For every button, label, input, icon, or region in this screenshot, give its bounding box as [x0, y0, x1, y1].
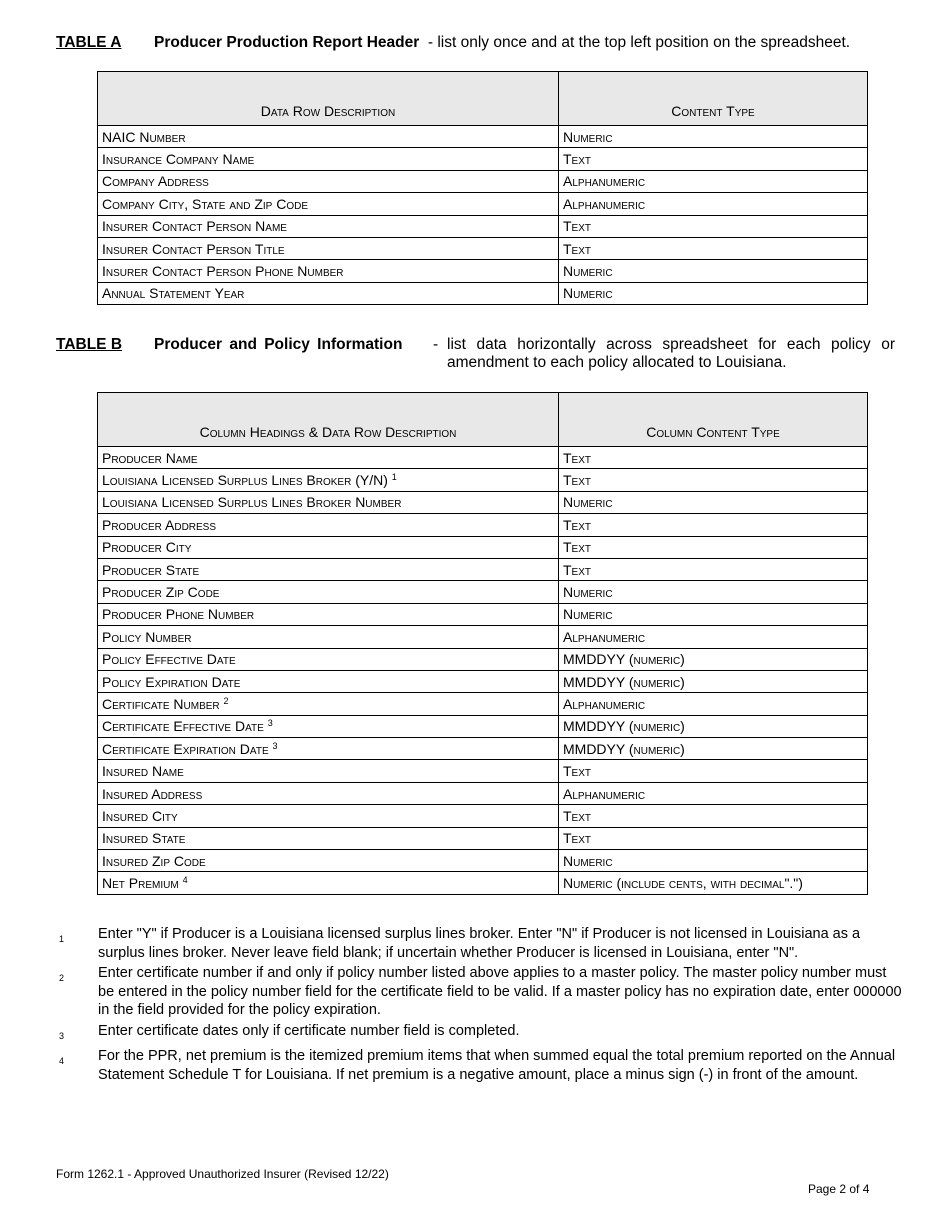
footnote-reference: 3 [267, 718, 273, 729]
table-row [98, 670, 868, 692]
content-type: Text [559, 805, 868, 827]
content-type: Alphanumeric [559, 170, 868, 192]
row-description [98, 558, 559, 580]
row-description-text: Certificate Number [102, 695, 220, 712]
row-description-text: Producer Name [102, 449, 198, 466]
table-b-tag: TABLE B [56, 336, 123, 353]
row-description: Annual Statement Year [98, 282, 559, 304]
row-description-text: Policy Number [102, 628, 192, 645]
content-type: Numeric (include cents, with decimal".") [559, 872, 868, 894]
table-row [98, 715, 868, 737]
row-description [98, 670, 559, 692]
row-description-text: Producer City [102, 539, 192, 556]
table-row [98, 193, 868, 215]
table-row [98, 760, 868, 782]
row-description-text: Insured Zip Code [102, 852, 206, 869]
footnotes [56, 925, 906, 1086]
table-row [98, 872, 868, 894]
row-description [98, 693, 559, 715]
footnote [56, 1022, 906, 1046]
table-row [98, 447, 868, 469]
footnote-text: For the PPR, net premium is the itemized premium items that when summed equal the total premium reported on the Annual Statement Schedule T for Louisiana. If net premium is a negative amount, place a minus sign (-) in front of the amount. [98, 1048, 896, 1083]
table-row [98, 626, 868, 648]
footnote-reference: 1 [391, 472, 397, 483]
footnote [56, 1047, 906, 1084]
content-type: Text [559, 827, 868, 849]
footnote-text: Enter certificate number if and only if policy number listed above applies to a master policy. The master policy number must be entered in the policy number field for the certificate field to be valid. If a master policy has no expiration date, enter 000000 in the field provided for the policy expiration. [98, 965, 902, 1018]
footnote-reference: 4 [182, 875, 188, 886]
row-description-text: Producer State [102, 561, 200, 578]
row-description [98, 603, 559, 625]
content-type: Numeric [559, 491, 868, 513]
content-type: Numeric [559, 282, 868, 304]
table-row [98, 215, 868, 237]
footnote-text: Enter "Y" if Producer is a Louisiana licensed surplus lines broker. Enter "N" if Producer is not licensed in Louisiana as a surplus lines broker. Never leave field blank; if uncertain whether Producer is licensed in Louisiana, enter "N". [98, 926, 861, 961]
table-row [98, 469, 868, 491]
content-type: Text [559, 215, 868, 237]
row-description [98, 447, 559, 469]
row-description [98, 648, 559, 670]
page-number: Page 2 of 4 [808, 1182, 870, 1196]
table-row [98, 782, 868, 804]
row-description-text: Certificate Expiration Date [102, 740, 269, 757]
row-description-text: Policy Expiration Date [102, 673, 241, 690]
row-description: Company City, State and Zip Code [98, 193, 559, 215]
row-description: Insurer Contact Person Phone Number [98, 260, 559, 282]
content-type: Text [559, 447, 868, 469]
table-a-title: Producer Production Report Header [154, 34, 420, 51]
row-description-text: Insured Name [102, 763, 184, 780]
table-row [98, 126, 868, 148]
content-type: Text [559, 237, 868, 259]
row-description-text: Louisiana Licensed Surplus Lines Broker Number [102, 494, 402, 511]
table-a-tag: TABLE A [56, 34, 122, 51]
table-row [98, 581, 868, 603]
content-type: Alphanumeric [559, 193, 868, 215]
footnote-text: Enter certificate dates only if certificate number field is completed. [98, 1022, 520, 1039]
row-description [98, 514, 559, 536]
table-a [97, 71, 868, 305]
column-header: Data Row Description [98, 72, 559, 126]
table-a-body [98, 126, 868, 305]
table-a-description: - list only once and at the top left position on the spreadsheet. [427, 34, 851, 51]
row-description: NAIC Number [98, 126, 559, 148]
footnote-number: 4 [59, 1056, 65, 1066]
table-b-header-row [98, 393, 868, 447]
table-row [98, 693, 868, 715]
table-a-header-row [98, 72, 868, 126]
row-description-text: Producer Address [102, 516, 217, 533]
table-row [98, 603, 868, 625]
table-b-body [98, 447, 868, 895]
row-description [98, 626, 559, 648]
column-header: Content Type [559, 72, 868, 126]
row-description: Company Address [98, 170, 559, 192]
content-type: Text [559, 558, 868, 580]
footnote-number: 3 [59, 1030, 65, 1041]
table-row [98, 260, 868, 282]
table-row [98, 827, 868, 849]
row-description-text: Certificate Effective Date [102, 718, 264, 735]
content-type: Numeric [559, 603, 868, 625]
content-type: Text [559, 148, 868, 170]
content-type: Alphanumeric [559, 626, 868, 648]
table-row [98, 648, 868, 670]
row-description [98, 872, 559, 894]
row-description [98, 760, 559, 782]
table-b [97, 392, 868, 895]
row-description [98, 469, 559, 491]
table-row [98, 738, 868, 760]
row-description-text: Producer Zip Code [102, 584, 220, 601]
row-description [98, 850, 559, 872]
row-description-text: Insured Address [102, 785, 203, 802]
content-type: Text [559, 469, 868, 491]
content-type: Text [559, 514, 868, 536]
table-b-description: list data horizontally across spreadsheet for each policy or amendment to each policy allocated to Louisiana. [447, 336, 895, 371]
row-description [98, 805, 559, 827]
footnote-number: 2 [59, 973, 65, 983]
content-type: MMDDYY (numeric) [559, 715, 868, 737]
row-description-text: Policy Effective Date [102, 651, 236, 668]
row-description-text: Insured State [102, 830, 186, 847]
footnote-reference: 3 [272, 740, 278, 751]
footnote [56, 964, 906, 1020]
table-row [98, 558, 868, 580]
row-description: Insurer Contact Person Title [98, 237, 559, 259]
row-description [98, 581, 559, 603]
table-row [98, 850, 868, 872]
table-row [98, 536, 868, 558]
content-type: Numeric [559, 850, 868, 872]
content-type: MMDDYY (numeric) [559, 670, 868, 692]
row-description-text: Louisiana Licensed Surplus Lines Broker (Y/N) [102, 472, 388, 489]
row-description: Insurer Contact Person Name [98, 215, 559, 237]
row-description [98, 536, 559, 558]
content-type: Alphanumeric [559, 693, 868, 715]
row-description [98, 827, 559, 849]
table-row [98, 514, 868, 536]
content-type: MMDDYY (numeric) [559, 648, 868, 670]
table-row [98, 282, 868, 304]
row-description [98, 782, 559, 804]
content-type: Text [559, 536, 868, 558]
table-b-dash: - [433, 336, 439, 353]
content-type: Numeric [559, 126, 868, 148]
table-row [98, 170, 868, 192]
row-description: Insurance Company Name [98, 148, 559, 170]
column-header: Column Content Type [559, 393, 868, 447]
content-type: MMDDYY (numeric) [559, 738, 868, 760]
footnote-reference: 2 [223, 695, 229, 706]
column-header: Column Headings & Data Row Description [98, 393, 559, 447]
row-description [98, 715, 559, 737]
row-description-text: Net Premium [102, 875, 179, 892]
table-a-heading [56, 33, 906, 52]
table-row [98, 237, 868, 259]
content-type: Numeric [559, 260, 868, 282]
footnote [56, 925, 906, 962]
row-description-text: Insured City [102, 807, 178, 824]
form-identifier: Form 1262.1 - Approved Unauthorized Insurer (Revised 12/22) [56, 1167, 389, 1181]
row-description-text: Producer Phone Number [102, 606, 255, 623]
table-row [98, 148, 868, 170]
table-row [98, 491, 868, 513]
table-row [98, 805, 868, 827]
footnote-number: 1 [59, 934, 65, 944]
table-b-title: Producer and Policy Information [154, 336, 403, 353]
row-description [98, 738, 559, 760]
content-type: Alphanumeric [559, 782, 868, 804]
row-description [98, 491, 559, 513]
content-type: Text [559, 760, 868, 782]
content-type: Numeric [559, 581, 868, 603]
